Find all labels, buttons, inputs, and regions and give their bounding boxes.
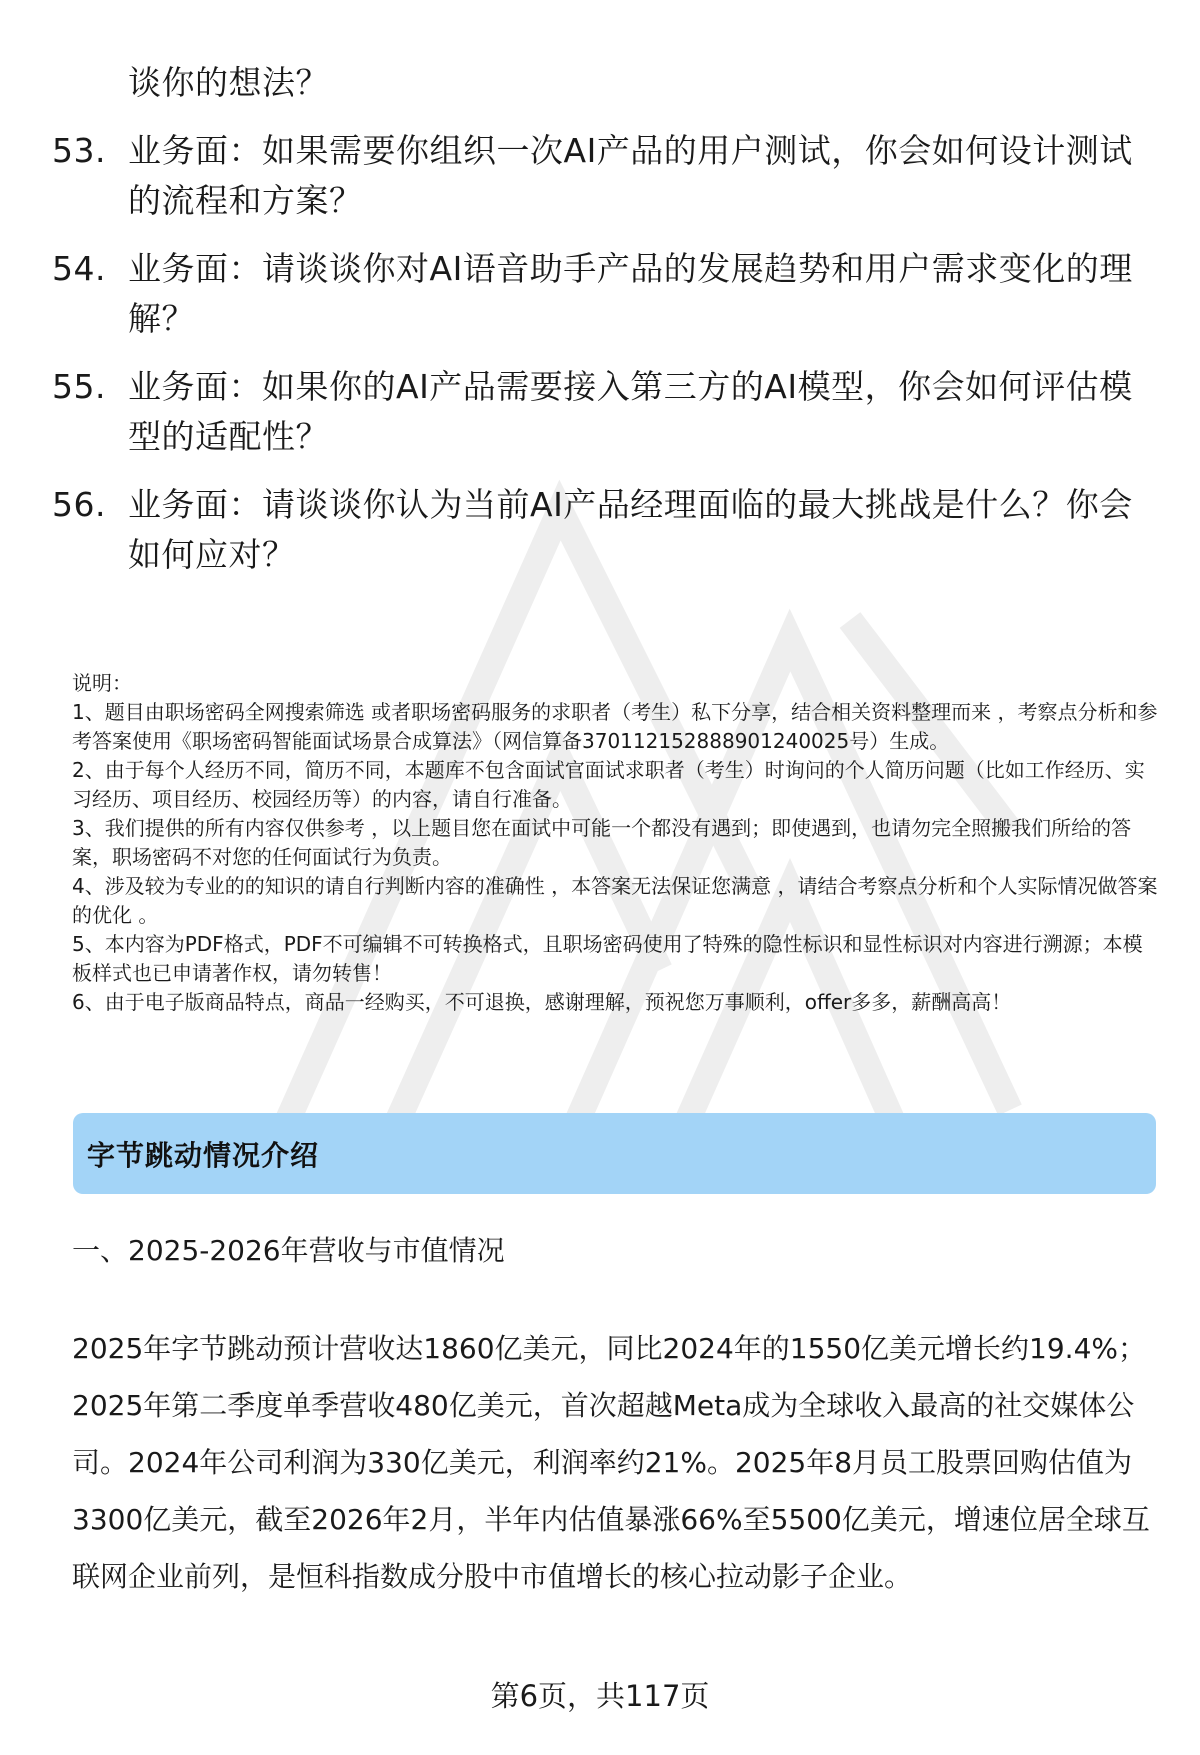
note-item-1: 1、题目由职场密码全网搜索筛选 或者职场密码服务的求职者（考生）私下分享，结合相关资料整理而来 ，考察点分析和参考答案使用《职场密码智能面试场景合成算法》（网信算备370112152888901240025号）生成。 (72, 700, 1158, 753)
question-52-continuation: 谈你的想法？ (128, 63, 329, 102)
question-number: 56. (52, 485, 106, 524)
question-text: 业务面：如果你的AI产品需要接入第三方的AI模型，你会如何评估模型的适配性？ (128, 367, 1133, 456)
section-title: 字节跳动情况介绍 (87, 1138, 320, 1172)
note-item-2: 2、由于每个人经历不同，简历不同，本题库不包含面试官面试求职者（考生）时询问的个人简历问题（比如工作经历、实习经历、项目经历、校园经历等）的内容，请自行准备。 (72, 758, 1145, 811)
disclaimer-notes (72, 669, 1162, 1017)
question-text: 业务面：如果需要你组织一次AI产品的用户测试，你会如何设计测试的流程和方案？ (128, 131, 1133, 220)
question-53 (52, 126, 1162, 226)
note-item-6: 6、由于电子版商品特点，商品一经购买，不可退换，感谢理解，预祝您万事顺利，offer多多，薪酬高高！ (72, 990, 1012, 1014)
section-header-band (73, 1113, 1156, 1194)
question-number: 55. (52, 367, 106, 406)
question-text: 业务面：请谈谈你认为当前AI产品经理面临的最大挑战是什么？你会如何应对？ (128, 485, 1133, 574)
section-subheading: 一、2025-2026年营收与市值情况 (72, 1234, 505, 1267)
notes-heading: 说明： (72, 671, 132, 695)
question-number: 53. (52, 131, 106, 170)
section-paragraph: 2025年字节跳动预计营收达1860亿美元，同比2024年的1550亿美元增长约19.4%；2025年第二季度单季营收480亿美元，首次超越Meta成为全球收入最高的社交媒体公司。2024年公司利润为330亿美元，利润率约21%。2025年8月员工股票回购估值为3300亿美元，截至2026年2月，半年内估值暴涨66%至5500亿美元，增速位居全球互联网企业前列，是恒科指数成分股中市值增长的核心拉动影子企业。 (72, 1332, 1150, 1593)
question-text: 业务面：请谈谈你对AI语音助手产品的发展趋势和用户需求变化的理解？ (128, 249, 1133, 338)
question-number: 54. (52, 249, 106, 288)
question-55 (52, 362, 1162, 462)
question-56 (52, 480, 1162, 580)
note-item-5: 5、本内容为PDF格式，PDF不可编辑不可转换格式，且职场密码使用了特殊的隐性标识和显性标识对内容进行溯源；本模板样式也已申请著作权，请勿转售！ (72, 932, 1143, 985)
note-item-4: 4、涉及较为专业的的知识的请自行判断内容的准确性 ，本答案无法保证您满意 ，请结合考察点分析和个人实际情况做答案的优化 。 (72, 874, 1158, 927)
note-item-3: 3、我们提供的所有内容仅供参考 ，以上题目您在面试中可能一个都没有遇到；即使遇到，也请勿完全照搬我们所给的答案，职场密码不对您的任何面试行为负责。 (72, 816, 1132, 869)
page-number: 第6页，共117页 (490, 1679, 710, 1713)
question-54 (52, 244, 1162, 344)
